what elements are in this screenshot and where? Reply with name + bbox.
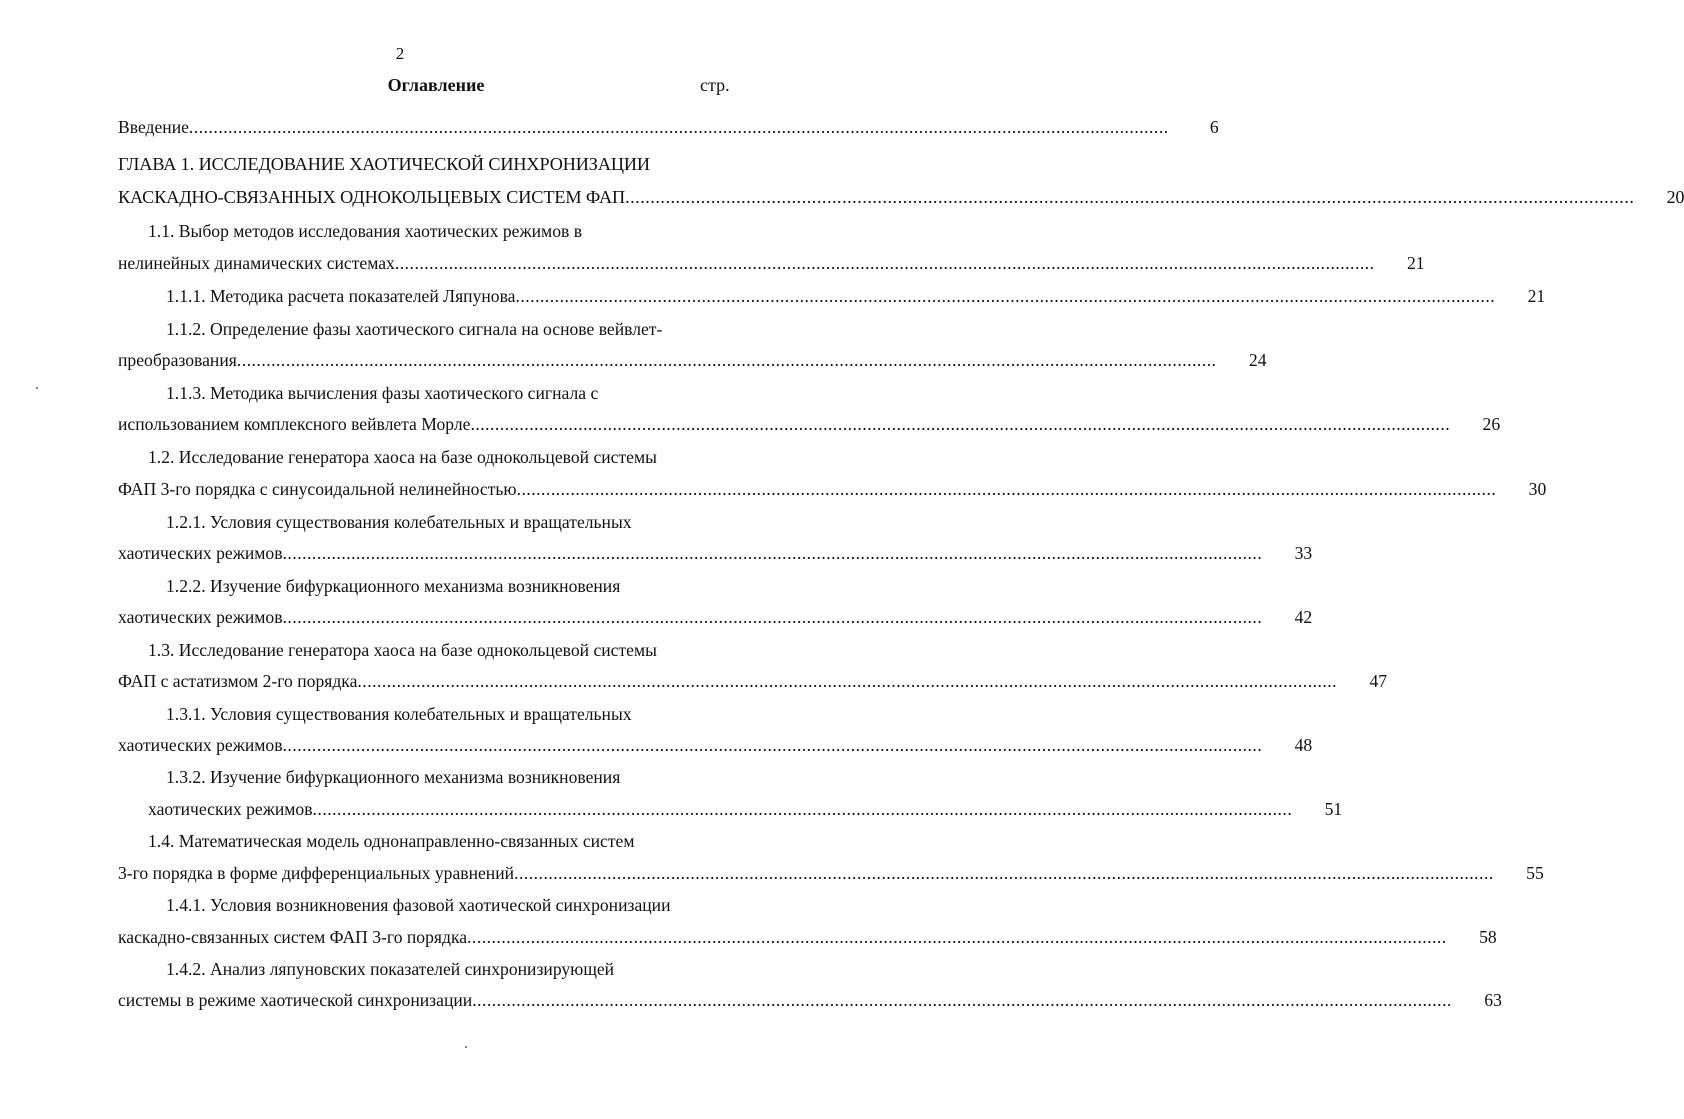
toc-entry-1-3-2[interactable] [148, 797, 1343, 821]
toc-entry-page: 42 [1294, 607, 1313, 627]
toc-entry-page: 33 [1294, 543, 1313, 563]
toc-leader-dots: ........................................................................................................................................................................................................ [516, 479, 1497, 499]
toc-leader-dots: ........................................................................................................................................................................................................ [282, 543, 1263, 563]
toc-entry-page: 47 [1369, 671, 1388, 691]
toc-leader-dots: ........................................................................................................................................................................................................ [514, 863, 1494, 883]
toc-entry-text: 3-го порядка в форме дифференциальных уравнений [118, 863, 515, 883]
toc-entry-page: 51 [1324, 799, 1343, 819]
toc-entry-page: 48 [1294, 735, 1313, 755]
toc-entry-1-1-3[interactable] [118, 412, 1501, 436]
toc-entry-text: хаотических режимов [118, 735, 283, 755]
toc-entry-line: 1.2.2. Изучение бифуркационного механизма возникновения [166, 576, 621, 596]
toc-entry-line: ГЛАВА 1. ИССЛЕДОВАНИЕ ХАОТИЧЕСКОЙ СИНХРОНИЗАЦИИ [118, 154, 650, 174]
toc-entry-text: Введение [118, 117, 189, 137]
toc-entry-1-1-2[interactable] [118, 348, 1267, 372]
toc-entry-1-4-1[interactable] [118, 925, 1497, 949]
toc-title: Оглавление [387, 75, 485, 95]
toc-entry-1-1-1[interactable] [166, 284, 1546, 308]
toc-entry-1-1[interactable] [118, 251, 1425, 275]
toc-leader-dots: ........................................................................................................................................................................................................ [472, 990, 1452, 1010]
toc-leader-dots: ........................................................................................................................................................................................................ [625, 187, 1635, 207]
toc-entry-line: 1.4.1. Условия возникновения фазовой хаотической синхронизации [166, 895, 671, 915]
toc-entry-1-3[interactable] [118, 669, 1388, 693]
toc-leader-dots: ........................................................................................................................................................................................................ [467, 927, 1447, 947]
toc-leader-dots: ........................................................................................................................................................................................................ [188, 117, 1169, 137]
toc-entry-text: хаотических режимов [118, 543, 283, 563]
toc-entry-text: ФАП с астатизмом 2-го порядка [118, 671, 358, 691]
toc-leader-dots: ........................................................................................................................................................................................................ [357, 671, 1338, 691]
page-column-label: стр. [700, 75, 730, 95]
toc-leader-dots: ........................................................................................................................................................................................................ [312, 799, 1293, 819]
toc-entry-page: 26 [1482, 414, 1501, 434]
toc-entry-line: 1.2.1. Условия существования колебательных и вращательных [166, 512, 632, 532]
toc-entry-line: 1.3. Исследование генератора хаоса на базе однокольцевой системы [148, 640, 657, 660]
toc-entry-1-4-2[interactable] [118, 988, 1502, 1012]
toc-entry-line: 1.4.2. Анализ ляпуновских показателей синхронизирующей [166, 959, 615, 979]
toc-entry-text: хаотических режимов [118, 607, 283, 627]
toc-entry-text: КАСКАДНО-СВЯЗАННЫХ ОДНОКОЛЬЦЕВЫХ СИСТЕМ ФАП [118, 187, 626, 207]
page-number: 2 [395, 44, 405, 63]
toc-entry-1-2[interactable] [118, 477, 1547, 501]
toc-entry-line: 1.2. Исследование генератора хаоса на базе однокольцевой системы [148, 447, 657, 467]
toc-entry-intro[interactable] [118, 115, 1219, 139]
toc-entry-line: 1.1. Выбор методов исследования хаотических режимов в [148, 221, 583, 241]
toc-entry-text: хаотических режимов [148, 799, 313, 819]
toc-entry-line: 1.4. Математическая модель однонаправленно-связанных систем [148, 831, 635, 851]
toc-entry-page: 63 [1484, 990, 1502, 1010]
toc-leader-dots: ........................................................................................................................................................................................................ [282, 735, 1263, 755]
toc-entry-page: 20 [1666, 187, 1684, 207]
toc-entry-text: преобразования [118, 350, 237, 370]
toc-entry-page: 58 [1479, 927, 1497, 947]
toc-entry-text: системы в режиме хаотической синхронизации [118, 990, 473, 1010]
toc-entry-text: нелинейных динамических системах [118, 253, 395, 273]
toc-entry-1-3-1[interactable] [118, 733, 1313, 757]
toc-entry-page: 21 [1406, 253, 1425, 273]
toc-leader-dots: ........................................................................................................................................................................................................ [236, 350, 1217, 370]
toc-entry-page: 55 [1526, 863, 1544, 883]
toc-entry-text: ФАП 3-го порядка с синусоидальной нелинейностью [118, 479, 517, 499]
toc-entry-line: 1.1.3. Методика вычисления фазы хаотического сигнала с [166, 383, 599, 403]
toc-entry-text: 1.1.1. Методика расчета показателей Ляпунова [166, 286, 516, 306]
toc-entry-text: каскадно-связанных систем ФАП 3-го порядка [118, 927, 468, 947]
toc-entry-page: 6 [1209, 117, 1219, 137]
toc-leader-dots: ........................................................................................................................................................................................................ [470, 414, 1451, 434]
toc-entry-page: 24 [1248, 350, 1267, 370]
toc-entry-page: 21 [1527, 286, 1546, 306]
toc-entry-line: 1.3.2. Изучение бифуркационного механизма возникновения [166, 767, 621, 787]
toc-leader-dots: ........................................................................................................................................................................................................ [515, 286, 1496, 306]
toc-leader-dots: ........................................................................................................................................................................................................ [394, 253, 1375, 273]
toc-entry-chapter-1[interactable] [118, 185, 1684, 209]
toc-entry-page: 30 [1528, 479, 1547, 499]
toc-entry-text: использованием комплексного вейвлета Морле [118, 414, 471, 434]
toc-entry-1-2-1[interactable] [118, 541, 1313, 565]
toc-entry-1-4[interactable] [118, 861, 1544, 885]
toc-entry-line: 1.1.2. Определение фазы хаотического сигнала на основе вейвлет- [166, 319, 663, 339]
toc-leader-dots: ........................................................................................................................................................................................................ [282, 607, 1263, 627]
scan-speck [465, 1046, 467, 1048]
toc-entry-1-2-2[interactable] [118, 605, 1313, 629]
scan-speck [36, 387, 38, 389]
toc-entry-line: 1.3.1. Условия существования колебательных и вращательных [166, 704, 632, 724]
